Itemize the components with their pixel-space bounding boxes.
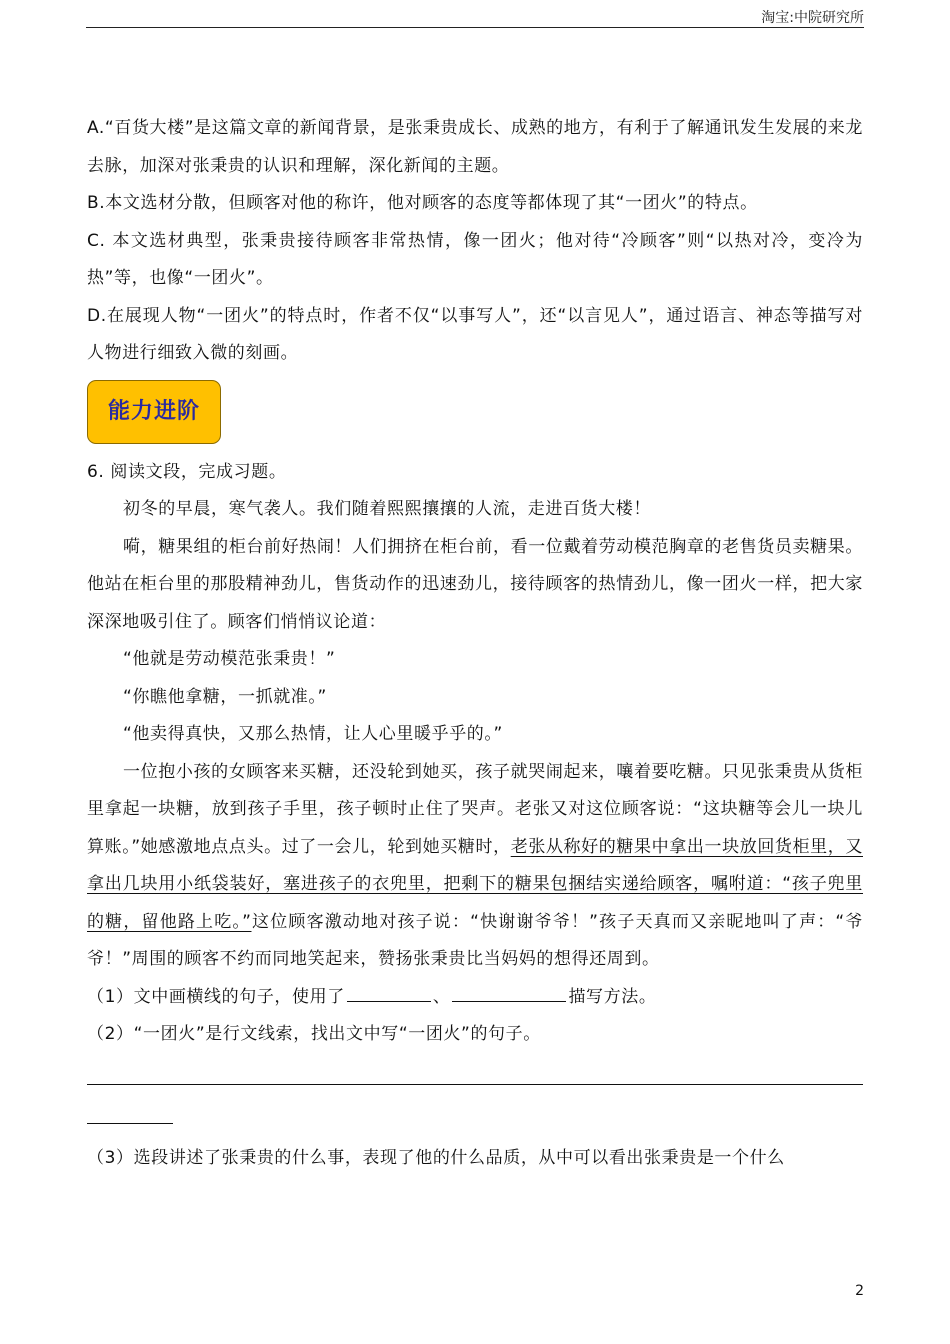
underlined-sentence: 老张从称好的糖果中拿出一块放回货柜里，又拿出几块用小纸袋装好，塞进孩子的衣兜里，把剩下的糖果包捆结实递给顾客，嘱咐道：“孩子兜里的糖，留他路上吃。” <box>87 836 863 932</box>
document-body <box>87 110 863 1177</box>
sub-question-3: （3）选段讲述了张秉贵的什么事，表现了他的什么品质，从中可以看出张秉贵是一个什么 <box>87 1147 785 1168</box>
passage-paragraph-3 <box>87 754 863 979</box>
section-badge: 能力进阶 <box>87 380 221 444</box>
answer-line[interactable] <box>87 1084 863 1085</box>
passage-quote-3: “他卖得真快，又那么热情，让人心里暖乎乎的。” <box>123 724 503 744</box>
sub-question-1-text: （1）文中画横线的句子，使用了 <box>87 986 345 1007</box>
header-divider <box>86 27 864 28</box>
passage-paragraph-1: 初冬的早晨，寒气袭人。我们随着熙熙攘攘的人流，走进百货大楼！ <box>123 499 651 519</box>
passage-quote-2: “你瞧他拿糖，一抓就准。” <box>123 686 327 707</box>
option-a: A.“百货大楼”是这篇文章的新闻背景，是张秉贵成长、成熟的地方，有利于了解通讯发生发展的来龙去脉，加深对张秉贵的认识和理解，深化新闻的主题。 <box>87 118 863 176</box>
answer-line-tail[interactable] <box>87 1123 173 1124</box>
passage-paragraph-2: 嗬，糖果组的柜台前好热闹！人们拥挤在柜台前，看一位戴着劳动模范胸章的老售货员卖糖果。他站在柜台里的那股精神劲儿，售货动作的迅速劲儿，接待顾客的热情劲儿，像一团火一样，把大家深深地吸引住了。顾客们悄悄议论道： <box>87 536 863 632</box>
option-c: C. 本文选材典型，张秉贵接待顾客非常热情，像一团火；他对待“冷顾客”则“以热对冷，变冷为热”等，也像“一团火”。 <box>87 230 863 288</box>
blank-separator: 、 <box>432 986 451 1007</box>
passage-text: 一位抱小孩的女顾客来买糖，还没轮到她买，孩子就哭闹起来，嚷着要吃糖。只见张秉贵从货柜里拿起一块糖，放到孩子手里，孩子顿时止住了哭声。老张又对这位顾客说：“这块糖等会儿一块儿算账。”她感激地点点头。过了一会儿，轮到她买糖时， <box>87 761 863 857</box>
answer-blank-2[interactable] <box>452 981 566 1002</box>
passage-text: 这位顾客激动地对孩子说：“快谢谢爷爷！”孩子天真而又亲昵地叫了声：“爷爷！”周围的顾客不约而同地笑起来，赞扬张秉贵比当妈妈的想得还周到。 <box>87 911 864 969</box>
question-6-title: 6. 阅读文段，完成习题。 <box>87 461 287 482</box>
option-b: B.本文选材分散，但顾客对他的称许，他对顾客的态度等都体现了其“一团火”的特点。 <box>87 193 758 213</box>
sub-question-2: （2）“一团火”是行文线索，找出文中写“一团火”的句子。 <box>87 1024 541 1044</box>
sub-question-1 <box>87 979 863 1017</box>
header-source: 淘宝:中院研究所 <box>761 10 864 26</box>
answer-blank-1[interactable] <box>347 981 431 1002</box>
option-d: D.在展现人物“一团火”的特点时，作者不仅“以事写人”，还“以言见人”，通过语言、神态等描写对人物进行细致入微的刻画。 <box>87 305 863 363</box>
passage-quote-1: “他就是劳动模范张秉贵！” <box>123 649 336 669</box>
page-number: 2 <box>855 1283 864 1299</box>
sub-question-1-suffix: 描写方法。 <box>568 986 657 1007</box>
